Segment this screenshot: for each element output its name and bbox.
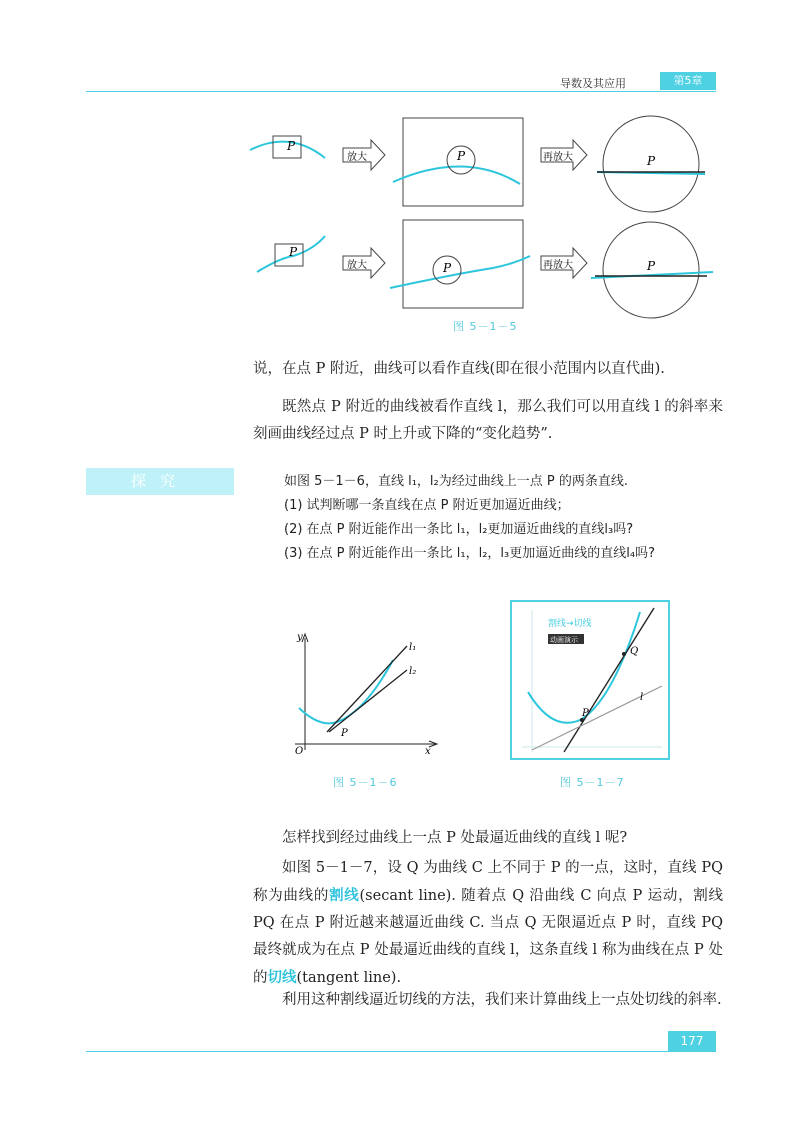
paragraph-2: 既然点 P 附近的曲线被看作直线 l，那么我们可以用直线 l 的斜率来刻画曲线经过点 P 时上升或下降的“变化趋势”. — [253, 399, 723, 442]
animation-title: 割线→切线 — [548, 619, 592, 629]
point-q-label: Q — [630, 646, 639, 657]
header-rule — [86, 91, 716, 92]
explore-tab: 探究 — [86, 468, 234, 495]
zoomed-curve — [393, 166, 520, 184]
zoom-label: 放大 — [347, 152, 367, 163]
point-label-p: P — [647, 154, 656, 168]
point-q — [622, 652, 626, 656]
zoom-label: 放大 — [347, 260, 367, 271]
definition-part-3: (tangent line). — [296, 970, 402, 986]
point-label-p: P — [647, 259, 656, 273]
term-secant: 割线 — [329, 887, 360, 904]
term-tangent: 切线 — [267, 969, 297, 986]
zoom-again-label: 再放大 — [543, 152, 573, 163]
paragraph-4 — [253, 855, 723, 992]
origin-label: O — [295, 746, 304, 757]
point-p-label: P — [341, 728, 348, 739]
chapter-title: 导数及其应用 — [560, 77, 626, 90]
line-l2-label: l₂ — [409, 666, 417, 677]
explore-q2: (2) 在点 P 附近能作出一条比 l₁，l₂更加逼近曲线的直线l₃吗? — [284, 522, 634, 537]
line-l-label: l — [640, 692, 644, 703]
figure-5-1-5-caption: 图 5－1－5 — [453, 320, 518, 333]
line-l1-label: l₁ — [409, 642, 417, 653]
point-label-p: P — [289, 245, 298, 259]
explore-q3: (3) 在点 P 附近能作出一条比 l₁，l₂，l₃更加逼近曲线的直线l₄吗? — [284, 546, 655, 561]
explore-section — [258, 470, 723, 566]
point-p-label: P — [582, 708, 589, 719]
page-number: 177 — [668, 1031, 716, 1051]
zoom-again-label: 再放大 — [543, 260, 573, 271]
point-label-p: P — [287, 139, 296, 153]
point-label-p: P — [443, 261, 452, 275]
x-axis-label: x — [425, 746, 431, 757]
paragraph-definition — [253, 855, 723, 992]
point-label-p: P — [457, 149, 466, 163]
chapter-badge: 第5章 — [660, 72, 716, 90]
zoomed-curve — [390, 256, 530, 288]
secant-line-pq — [564, 608, 654, 752]
zoom-row-1 — [250, 116, 705, 212]
zoomed-frame — [403, 220, 523, 308]
paragraph-slope — [253, 394, 723, 448]
paragraph-1: 说，在点 P 附近，曲线可以看作直线(即在很小范围内以直代曲). — [253, 361, 665, 377]
paragraph-5: 利用这种割线逼近切线的方法，我们来计算曲线上一点处切线的斜率. — [282, 992, 722, 1008]
figure-secant-frame — [510, 600, 670, 760]
line-l2 — [329, 670, 407, 732]
line-l1 — [327, 646, 407, 732]
figure-5-1-7-caption: 图 5－1－7 — [560, 776, 625, 789]
figure-zoom-diagram — [245, 110, 725, 320]
animate-button: 动画演示 — [550, 636, 578, 644]
definition-part-1: 如图 5－1－7，设 Q 为曲线 C 上不同于 P 的一点，这时，直线 PQ 称为曲线的 — [253, 860, 723, 904]
explore-q1: (1) 试判断哪一条直线在点 P 附近更加逼近曲线； — [284, 498, 570, 513]
definition-part-2: (secant line). 随着点 Q 沿曲线 C 向点 P 运动，割线 PQ 在点 P 附近越来越逼近曲线 C. 当点 Q 无限逼近点 P 时，直线 PQ 最终就成为在点 P 处最逼近曲线的直线 l，这条直线 l 称为曲线在点 P 处的 — [253, 888, 724, 986]
figure-5-1-6-caption: 图 5－1－6 — [333, 776, 398, 789]
paragraph-method — [253, 987, 723, 1014]
zoom-row-2 — [257, 220, 713, 318]
footer-rule — [86, 1051, 716, 1052]
y-axis-label: y — [297, 632, 303, 643]
figure-two-lines — [285, 630, 445, 760]
explore-intro: 如图 5－1－6，直线 l₁，l₂为经过曲线上一点 P 的两条直线. — [284, 474, 628, 489]
paragraph-question — [253, 825, 723, 852]
figure-secant-diagram — [512, 602, 668, 758]
paragraph-approximation — [253, 356, 723, 383]
paragraph-3: 怎样找到经过曲线上一点 P 处最逼近曲线的直线 l 呢? — [282, 830, 628, 846]
